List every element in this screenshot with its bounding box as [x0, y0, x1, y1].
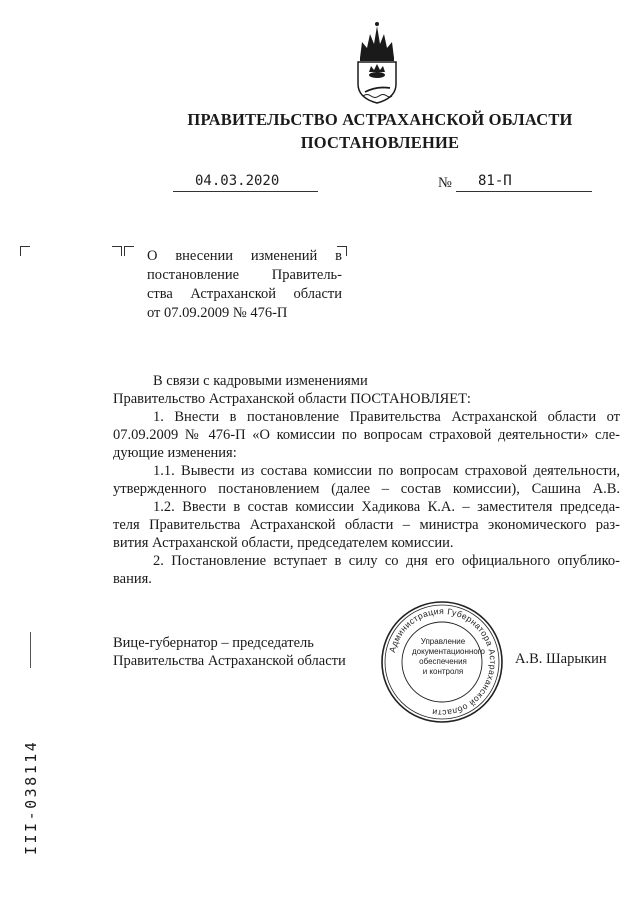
body-line: дующие изменения: — [113, 445, 237, 461]
document-number: 81-П — [478, 173, 512, 189]
signatory-position — [113, 634, 346, 670]
number-sign: № — [438, 175, 452, 191]
stamp-inner-line: и контроля — [422, 667, 464, 676]
margin-mark — [30, 632, 31, 668]
body-line: 2. Постановление вступает в силу со дня его официального опублико- — [153, 553, 620, 569]
government-title: ПРАВИТЕЛЬСТВО АСТРАХАНСКОЙ ОБЛАСТИ — [187, 110, 573, 129]
corner-mark — [20, 246, 30, 256]
document-type-title: ПОСТАНОВЛЕНИЕ — [300, 133, 460, 152]
body-line: теля Правительства Астраханской области – министра экономического раз- — [113, 517, 620, 533]
body-line: 1. Внести в постановление Правительства Астраханской области от — [153, 409, 620, 425]
date-field — [173, 173, 318, 192]
stamp-inner-line: документационного — [412, 647, 485, 656]
signatory-position-line: Вице-губернатор – председатель — [113, 635, 314, 651]
stamp-inner-line: обеспечения — [419, 657, 467, 666]
document-subject — [147, 247, 342, 323]
signatory-position-line: Правительства Астраханской области — [113, 653, 346, 669]
body-line: вития Астраханской области, председателем комиссии. — [113, 535, 454, 551]
body-line: Правительство Астраханской области ПОСТАНОВЛЯЕТ: — [113, 391, 471, 407]
body-line: утвержденного постановлением (далее – состав комиссии), Сашина А.В. — [113, 481, 620, 497]
subject-line: постановление Правитель- — [147, 267, 342, 283]
body-line: В связи с кадровыми изменениями — [153, 373, 368, 389]
stamp-inner-text — [412, 637, 485, 677]
stamp-inner-line: Управление — [420, 637, 466, 646]
subject-line: О внесении изменений в — [147, 248, 342, 264]
corner-mark — [112, 246, 122, 256]
coat-of-arms-emblem — [352, 20, 402, 104]
corner-mark — [124, 246, 134, 256]
body-line: вания. — [113, 571, 152, 587]
serial-number: III-038114 — [22, 739, 40, 855]
body-line: 1.2. Ввести в состав комиссии Хадикова К.А. – заместителя председа- — [153, 499, 620, 515]
subject-line: ства Астраханской области — [147, 286, 342, 302]
signatory-name: А.В. Шарыкин — [515, 651, 607, 667]
document-date: 04.03.2020 — [195, 173, 280, 189]
body-line: 1.1. Вывести из состава комиссии по вопросам страховой деятельности, — [153, 463, 620, 479]
body-line: 07.09.2009 № 476-П «О комиссии по вопросам страховой деятельности» сле- — [113, 427, 620, 443]
document-body — [113, 372, 620, 588]
subject-line: от 07.09.2009 № 476-П — [147, 305, 288, 321]
stamp-ring-text: Администрация Губернатора Астраханской области — [386, 605, 499, 719]
number-field — [456, 173, 592, 192]
